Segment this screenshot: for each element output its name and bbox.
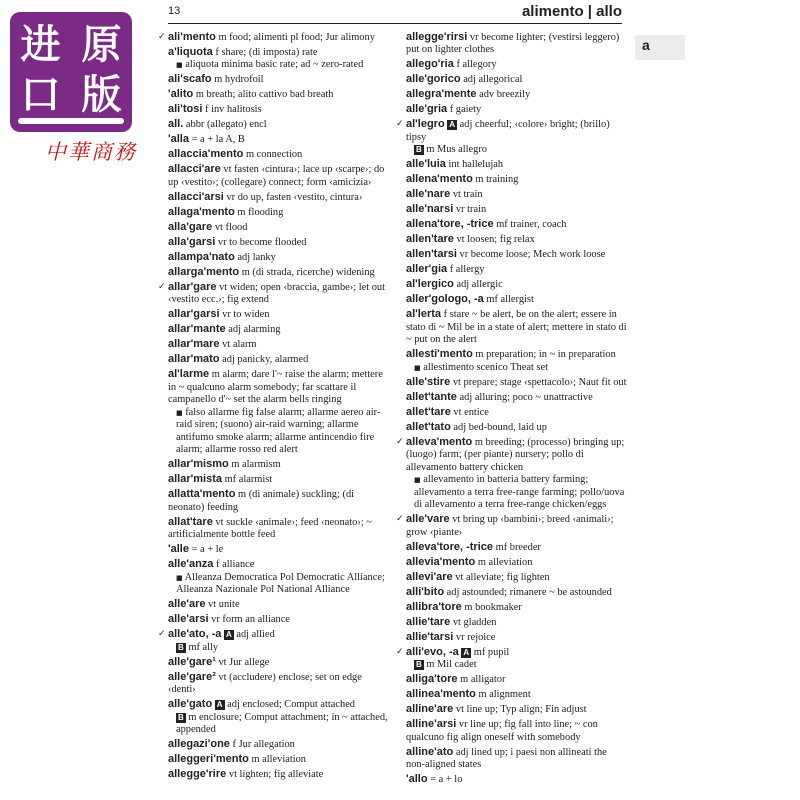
dictionary-entry xyxy=(406,188,628,202)
dictionary-entry xyxy=(406,688,628,702)
dictionary-entry xyxy=(168,671,390,697)
checkmark-icon: ✓ xyxy=(396,514,404,524)
headword: al'lergico xyxy=(406,278,454,290)
dictionary-entry xyxy=(168,73,390,87)
headword: allacci'are xyxy=(168,163,221,175)
headword: allarga'mento xyxy=(168,265,240,278)
headword: alle'are xyxy=(168,598,206,610)
definition: f allegory xyxy=(456,59,497,70)
sense-marker: B xyxy=(178,642,184,652)
headword: allinea'mento xyxy=(406,688,476,700)
headword: allar'mare xyxy=(168,338,220,350)
definition: ■ aliquota minima basic rate; ad ~ zero-rated xyxy=(176,59,364,70)
dictionary-entry xyxy=(168,753,390,767)
headword: alle'arsi xyxy=(168,613,209,625)
headword: allevia'mento xyxy=(406,555,476,568)
definition: mf trainer, coach xyxy=(496,219,567,230)
definition: m hydrofoil xyxy=(214,74,264,85)
definition: = a + la A, B xyxy=(191,134,245,145)
definition: ■ allevamento in batteria battery farming; allevamento a terra free-range farming; pollo/uova di allevamento a terra free-range chicken/eggs xyxy=(414,474,625,510)
definition: adj lanky xyxy=(237,251,276,263)
definition: vt fasten ‹cintura›; lace up ‹scarpe›; do up ‹vestito›; (collegare) connect; form ‹amicizia› xyxy=(168,164,385,188)
definition: vt Jur allege xyxy=(218,656,270,668)
definition: A adj allied xyxy=(225,629,275,640)
dictionary-entry xyxy=(406,103,628,117)
headword: allampa'nato xyxy=(168,250,235,263)
definition: mf breeder xyxy=(495,541,541,553)
headword: alle'narsi xyxy=(406,203,454,215)
square-bullet-icon: ■ xyxy=(176,573,183,582)
dictionary-entry xyxy=(406,31,628,57)
headword: allaga'mento xyxy=(168,205,235,218)
headword: allibra'tore xyxy=(406,600,462,613)
headword: alline'are xyxy=(406,703,454,715)
dictionary-entry xyxy=(406,376,628,390)
dictionary-entry xyxy=(406,218,628,232)
definition: vr form an alliance xyxy=(211,614,290,625)
entry-subsense xyxy=(168,712,390,737)
headword: alle'stire xyxy=(406,375,451,388)
headword: alline'arsi xyxy=(406,718,457,730)
definition: vr line up; fig fall into line; ~ con qualcuno fig align oneself with somebody xyxy=(406,719,598,743)
dictionary-entry xyxy=(168,103,390,117)
dictionary-entry xyxy=(406,421,628,435)
definition: vt alleviate; fig lighten xyxy=(455,571,550,583)
headword: alle'anza xyxy=(168,558,214,570)
square-bullet-icon: ■ xyxy=(414,476,421,484)
badge-char: 版 xyxy=(81,72,122,118)
dictionary-entry xyxy=(406,391,628,405)
definition: B m enclosure; Comput attachment; in ~ attached, appended xyxy=(176,711,388,735)
definition: f gaiety xyxy=(449,104,482,115)
headword: allesti'mento xyxy=(406,348,473,360)
dictionary-entry xyxy=(406,406,628,420)
headword: alle'vare xyxy=(406,513,450,525)
headword: allego'ria xyxy=(406,58,454,70)
definition: f share; (di imposta) rate xyxy=(215,46,318,58)
headword: ali'mento xyxy=(168,30,216,43)
definition: = a + lo xyxy=(430,774,463,785)
dictionary-entry xyxy=(168,768,390,782)
dictionary-entry xyxy=(406,556,628,570)
sense-marker: B xyxy=(416,145,422,154)
definition: adj astounded; rimanere ~ be astounded xyxy=(446,586,612,598)
definition: ■ falso allarme fig false alarm; allarme aereo air-raid siren; (suono) air-raid warning; allarme antifumo smoke alarm; allarme antincendio fire alarm; allarme rosso red alert xyxy=(176,406,381,455)
entry-subsense xyxy=(168,59,390,72)
definition: m alleviation xyxy=(251,754,307,765)
headword: alla'garsi xyxy=(168,235,216,248)
badge-char: 进 xyxy=(20,22,61,68)
dictionary-entry xyxy=(406,541,628,555)
dictionary-entry xyxy=(168,133,390,147)
headword: allet'tante xyxy=(406,390,457,403)
definition: ■ Alleanza Democratica Pol Democratic Alliance; Alleanza Nazionale Pol National Alliance xyxy=(176,571,385,595)
definition: abbr (allegato) encl xyxy=(185,119,267,130)
page-number: 13 xyxy=(168,5,181,17)
definition: adj bed-bound, laid up xyxy=(453,421,547,433)
headword: alli'evo, -a xyxy=(406,645,459,658)
dictionary-column-right xyxy=(396,29,628,787)
dictionary-entry xyxy=(406,718,628,744)
dictionary-entry xyxy=(168,473,390,487)
thumb-index-tab xyxy=(635,35,685,60)
dictionary-entry xyxy=(168,698,390,712)
definition: vr rejoice xyxy=(455,631,496,643)
dictionary-entry xyxy=(406,263,628,277)
dictionary-entry xyxy=(168,148,390,162)
definition: f allergy xyxy=(449,264,485,275)
checkmark-icon: ✓ xyxy=(396,119,404,129)
definition: vt prepare; stage ‹spettacolo›; Naut fit out xyxy=(452,376,627,388)
definition: vr become lighter; (vestirsi leggero) put on lighter clothes xyxy=(406,31,620,55)
dictionary-entry xyxy=(406,571,628,585)
headword: 'alito xyxy=(168,88,194,100)
headword: allar'mante xyxy=(168,323,226,335)
definition: vt line up; Typ align; Fin adjust xyxy=(455,704,587,715)
definition: m breeding; (processo) bringing up; (luogo) farm; (per piante) nursery; pollo di allevamento battery chicken xyxy=(406,436,625,473)
dictionary-entry xyxy=(406,158,628,172)
square-bullet-icon: ■ xyxy=(414,363,421,372)
headword: al'larme xyxy=(168,368,210,380)
dictionary-entry xyxy=(406,773,628,787)
definition: A adj enclosed; Comput attached xyxy=(216,699,355,710)
dictionary-entry xyxy=(168,558,390,572)
headword: all. xyxy=(168,118,184,130)
headword: allar'gare xyxy=(168,280,217,293)
definition: vt suckle ‹animale›; feed ‹neonato›; ~ artificialmente bottle feed xyxy=(168,516,372,540)
dictionary-entry xyxy=(168,598,390,612)
definition: m breath; alito cattivo bad breath xyxy=(195,89,334,100)
square-bullet-icon: ■ xyxy=(176,61,183,69)
headword: al'lerta xyxy=(406,308,442,320)
definition: m (di animale) suckling; (di neonato) feeding xyxy=(168,489,355,513)
dictionary-entry xyxy=(406,348,628,362)
dictionary-entry xyxy=(168,368,390,407)
definition: adj panicky, alarmed xyxy=(222,354,309,365)
headword: alle'ato, -a xyxy=(168,628,222,640)
dictionary-entry xyxy=(168,206,390,220)
dictionary-entry xyxy=(168,118,390,132)
headword: allen'tare xyxy=(406,233,454,245)
definition: vr to become flooded xyxy=(217,236,307,248)
definition: f Jur allegation xyxy=(232,739,295,750)
dictionary-entry xyxy=(406,601,628,615)
headword: allaccia'mento xyxy=(168,148,244,160)
headword: alle'nare xyxy=(406,188,451,200)
definition: m food; alimenti pl food; Jur alimony xyxy=(218,31,375,43)
badge-book-icon xyxy=(18,118,124,124)
headword: allet'tare xyxy=(406,405,451,418)
headword: alle'gorico xyxy=(406,73,461,85)
headword: 'alle xyxy=(168,543,189,555)
dictionary-entry xyxy=(168,738,390,752)
definition: m connection xyxy=(245,149,303,160)
dictionary-entry xyxy=(168,266,390,280)
dictionary-entry xyxy=(168,338,390,352)
headword: alle'gato xyxy=(168,698,213,710)
headword: allena'mento xyxy=(406,173,473,185)
dictionary-entry xyxy=(406,616,628,630)
definition: A adj cheerful; ‹colore› bright; (brillo) tipsy xyxy=(406,119,610,143)
headword: allie'tare xyxy=(406,615,451,628)
square-bullet-icon: ■ xyxy=(176,408,183,417)
definition: adv breezily xyxy=(479,89,531,100)
headword: allegge'rirsi xyxy=(406,30,468,43)
definition: adj alarming xyxy=(228,324,281,335)
definition: m alarm; dare l'~ raise the alarm; mettere in ~ qualcuno alarm somebody; far scattare il campanello d'~ set the alarm bells ringing xyxy=(168,369,383,405)
headword: 'alla xyxy=(168,133,189,145)
definition: ■ allestimento scenico Theat set xyxy=(414,361,548,373)
definition: mf alarmist xyxy=(224,474,273,485)
dictionary-entry xyxy=(406,673,628,687)
definition: vr train xyxy=(455,204,487,215)
headword: alleggeri'mento xyxy=(168,753,249,765)
dictionary-entry xyxy=(406,586,628,600)
dictionary-entry xyxy=(406,703,628,717)
headword: aller'gia xyxy=(406,263,448,275)
definition: f alliance xyxy=(216,559,255,570)
definition: f inv halitosis xyxy=(205,104,262,115)
definition: m alarmism xyxy=(231,459,281,470)
headword: alleva'mento xyxy=(406,435,473,448)
definition: vt alarm xyxy=(222,339,257,350)
dictionary-column-left xyxy=(158,29,390,782)
headword: alle'gare¹ xyxy=(168,655,216,668)
badge-char: 口 xyxy=(20,72,61,118)
definition: adj lined up; i paesi non allineati the non-aligned states xyxy=(406,746,607,770)
headword: alliga'tore xyxy=(406,673,458,685)
dictionary-entry xyxy=(406,88,628,102)
dictionary-entry xyxy=(406,746,628,772)
definition: m alignment xyxy=(478,689,531,700)
dictionary-entry xyxy=(396,118,628,144)
dictionary-entry xyxy=(168,46,390,60)
sense-marker: A xyxy=(216,700,223,709)
definition: A mf pupil xyxy=(463,646,510,658)
dictionary-entry xyxy=(158,30,390,45)
dictionary-entry xyxy=(168,656,390,670)
dictionary-entry xyxy=(168,613,390,627)
sense-marker: B xyxy=(416,660,422,669)
sense-marker: A xyxy=(225,630,232,639)
headword: allatta'mento xyxy=(168,488,236,500)
brand-badge-text xyxy=(10,20,132,120)
definition: vr do up, fasten ‹vestito, cintura› xyxy=(226,191,363,203)
running-header: alimento | allo xyxy=(521,3,622,20)
brand-badge xyxy=(10,12,132,132)
definition: vt train xyxy=(452,189,483,200)
dictionary-entry xyxy=(406,233,628,247)
dictionary-entry xyxy=(406,203,628,217)
headword: allacci'arsi xyxy=(168,190,224,203)
definition: vt bring up ‹bambini›; breed ‹animali›; grow ‹piante› xyxy=(406,514,614,538)
badge-char: 原 xyxy=(81,22,122,68)
entry-subsense xyxy=(406,362,628,375)
dictionary-entry xyxy=(406,248,628,262)
definition: m alleviation xyxy=(477,556,533,568)
dictionary-entry xyxy=(168,163,390,189)
dictionary-entry xyxy=(396,645,628,660)
entry-subsense xyxy=(406,474,628,512)
headword: alle'luia xyxy=(406,158,446,170)
definition: mf allergist xyxy=(486,294,534,305)
definition: vt lighten; fig alleviate xyxy=(228,769,324,780)
headword: allar'mismo xyxy=(168,458,229,470)
dictionary-entry xyxy=(168,251,390,265)
definition: m flooding xyxy=(237,206,284,218)
dictionary-entry xyxy=(406,631,628,645)
dictionary-entry xyxy=(168,88,390,102)
headword: allie'tarsi xyxy=(406,630,454,643)
brand-subtitle: 中華商務 xyxy=(45,140,137,164)
definition: vt loosen; fig relax xyxy=(456,234,535,245)
dictionary-entry xyxy=(168,516,390,542)
dictionary-entry xyxy=(396,435,628,475)
definition: int hallelujah xyxy=(448,159,504,170)
entry-subsense xyxy=(406,144,628,157)
sense-marker: A xyxy=(463,647,470,657)
dictionary-entry xyxy=(168,308,390,322)
headword: a'liquota xyxy=(168,45,213,58)
definition: m alligator xyxy=(460,674,506,685)
definition: adj allergic xyxy=(456,279,503,290)
headword: allevi'are xyxy=(406,570,453,583)
dictionary-entry xyxy=(406,278,628,292)
dictionary-entry xyxy=(158,628,390,642)
definition: vr to widen xyxy=(222,309,270,320)
headword: ali'scafo xyxy=(168,73,212,85)
definition: B mf ally xyxy=(178,641,219,653)
entry-subsense xyxy=(168,572,390,597)
dictionary-entry xyxy=(406,58,628,72)
headword: allar'mista xyxy=(168,473,222,485)
headword: alli'bito xyxy=(406,585,445,598)
headword: al'legro xyxy=(406,118,445,130)
entry-subsense xyxy=(168,642,390,655)
entry-subsense xyxy=(406,659,628,672)
headword: alle'gria xyxy=(406,103,448,115)
headword: alline'ato xyxy=(406,745,454,758)
dictionary-entry xyxy=(168,221,390,235)
definition: vt widen; open ‹braccia, gambe›; let out ‹vestito ecc.›; fig extend xyxy=(168,281,385,305)
definition: B m Mus allegro xyxy=(416,144,487,155)
checkmark-icon: ✓ xyxy=(396,646,404,657)
dictionary-entry xyxy=(406,73,628,87)
headword: allena'tore, -trice xyxy=(406,218,494,230)
headword: allegge'rire xyxy=(168,768,227,780)
headword: alleva'tore, -trice xyxy=(406,540,493,553)
headword: alla'gare xyxy=(168,220,213,233)
definition: vt unite xyxy=(208,599,240,610)
dictionary-entry xyxy=(158,280,390,307)
entry-subsense xyxy=(168,407,390,457)
definition: m (di strada, ricerche) widening xyxy=(241,266,375,278)
definition: B m Mil cadet xyxy=(416,659,477,670)
definition: vt flood xyxy=(214,221,248,233)
definition: vt (accludere) enclose; set on edge ‹denti› xyxy=(168,671,362,695)
dictionary-entry xyxy=(406,173,628,187)
headword: aller'gologo, -a xyxy=(406,293,484,305)
definition: m training xyxy=(475,174,519,185)
dictionary-entry xyxy=(406,308,628,347)
dictionary-entry xyxy=(168,543,390,557)
definition: adj allegorical xyxy=(463,74,523,85)
definition: = a + le xyxy=(191,544,224,555)
checkmark-icon: ✓ xyxy=(158,281,166,292)
dictionary-entry xyxy=(396,513,628,539)
headword: allar'mato xyxy=(168,353,220,365)
headword: allegra'mente xyxy=(406,88,477,100)
checkmark-icon: ✓ xyxy=(158,629,166,639)
headword: 'allo xyxy=(406,773,428,785)
header-rule xyxy=(168,23,622,24)
dictionary-entry xyxy=(168,353,390,367)
definition: vt entice xyxy=(453,406,489,418)
definition: vr become loose; Mech work loose xyxy=(459,249,606,260)
dictionary-entry xyxy=(168,323,390,337)
headword: allar'garsi xyxy=(168,308,220,320)
definition: vt gladden xyxy=(452,616,497,628)
headword: alle'gare² xyxy=(168,670,216,683)
dictionary-entry xyxy=(168,236,390,250)
sense-marker: B xyxy=(178,712,184,722)
dictionary-entry xyxy=(168,191,390,205)
headword: allegazi'one xyxy=(168,738,230,750)
dictionary-entry xyxy=(168,458,390,472)
headword: ali'tosi xyxy=(168,103,203,115)
definition: f stare ~ be alert, be on the alert; essere in stato di ~ Mil be in a state of alert; mettere in stato di ~ put on the alert xyxy=(406,309,627,345)
dictionary-entry xyxy=(168,488,390,514)
checkmark-icon: ✓ xyxy=(396,436,404,447)
definition: m bookmaker xyxy=(464,601,522,613)
headword: allet'tato xyxy=(406,420,451,433)
definition: m preparation; in ~ in preparation xyxy=(475,349,616,360)
thumb-index-letter: a xyxy=(642,37,650,53)
sense-marker: A xyxy=(449,120,456,129)
headword: allen'tarsi xyxy=(406,248,457,260)
checkmark-icon: ✓ xyxy=(158,31,166,42)
headword: allat'tare xyxy=(168,515,213,528)
dictionary-entry xyxy=(406,293,628,307)
definition: adj alluring; poco ~ unattractive xyxy=(459,391,593,403)
